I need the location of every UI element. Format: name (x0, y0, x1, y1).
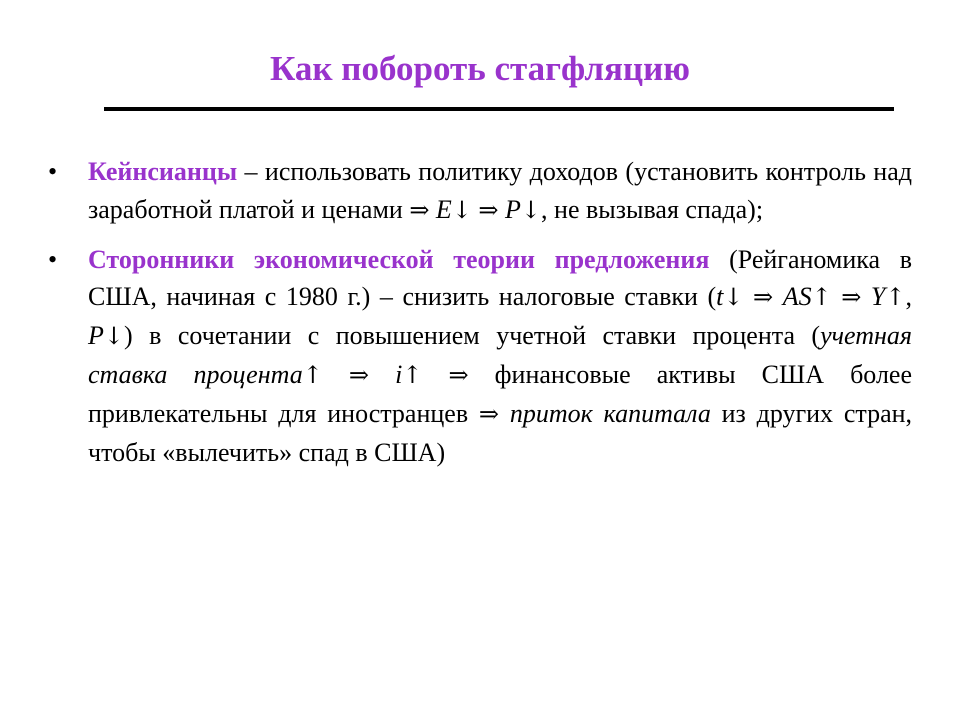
bullet-item-supply-side (48, 241, 912, 472)
arrow-up-icon: ↑ (811, 283, 832, 312)
implies-icon: ⇒ (841, 283, 862, 312)
bullet-text: Кейнсианцы – использовать политику доходов (установить контроль над заработной платой и ценами ⇒ E↓ ⇒ P↓, не вызывая спада); (88, 157, 912, 224)
implies-icon: ⇒ (448, 360, 469, 389)
arrow-down-icon: ↓ (520, 195, 542, 224)
implies-icon: ⇒ (478, 399, 500, 428)
bullet-icon: • (48, 157, 58, 186)
arrow-down-icon: ↓ (723, 283, 744, 312)
title-underline (104, 107, 894, 111)
inflow-phrase: приток капитала (509, 398, 711, 428)
implies-icon: ⇒ (348, 360, 369, 389)
arrow-up-icon: ↑ (885, 283, 906, 312)
var-p: P (88, 321, 104, 351)
arrow-down-icon: ↓ (451, 195, 472, 224)
bullet-item-keynesians (48, 153, 912, 230)
arrow-down-icon: ↓ (103, 322, 124, 351)
var-i: i (395, 359, 403, 389)
bullet-keyword: Кейнсианцы (88, 157, 238, 186)
bullet-text: Сторонники экономической теории предложения (Рейганомика в США, начиная с 1980 г.) – снизить налоговые ставки (t↓ ⇒ AS↑ ⇒ Y↑, P↓) в сочетании с повышением учетной ставки процента (учетная ставка процента↑ ⇒ i↑ ⇒ финансовые активы США более привлекательны для иностранцев ⇒ приток капитала из других стран, чтобы «вылечить» спад в США) (88, 244, 913, 467)
implies-icon: ⇒ (478, 195, 499, 224)
var-t: t (716, 282, 724, 312)
implies-icon: ⇒ (753, 283, 774, 312)
var-as: AS (782, 282, 812, 312)
arrow-up-icon: ↑ (302, 360, 323, 389)
arrow-up-icon: ↑ (402, 360, 423, 389)
var-p: P (505, 194, 521, 224)
implies-icon: ⇒ (409, 195, 430, 224)
var-e: E (435, 194, 452, 224)
bullet-icon: • (48, 244, 58, 274)
bullet-list (48, 153, 912, 482)
rate-phrase: учетная ставка процента (88, 321, 912, 389)
var-y: Y (870, 282, 886, 312)
slide-title: Как побороть стагфляцию (269, 49, 691, 88)
bullet-keyword: Сторонники экономической теории предложения (88, 244, 710, 274)
